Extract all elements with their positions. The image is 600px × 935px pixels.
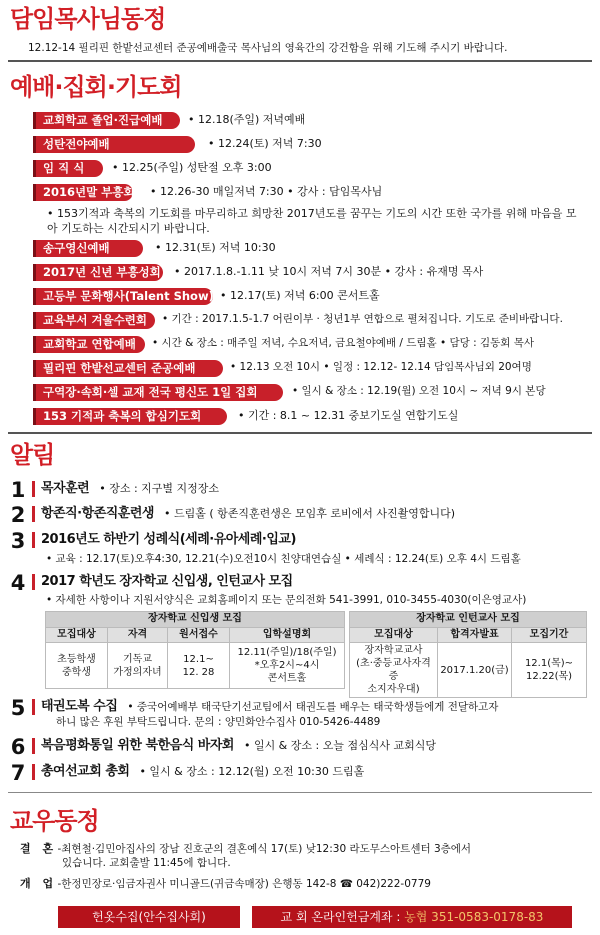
taekwondo-detail: 하니 많은 후원 부탁드립니다. 문의 : 양민화안수집사 010-5426-4489 <box>56 716 381 728</box>
event-detail: • 기간 : 2017.1.5-1.7 어린이부 · 청년1부 연합으로 펼쳐집니다. 기도로 준비바랍니다. <box>162 313 563 325</box>
event-label: 필리핀 한밭선교센터 준공예배 <box>33 360 223 377</box>
worship-section-title: 예배·집회·기도회 <box>10 73 182 101</box>
table-caption: 장자학교 신입생 모집 <box>46 612 345 628</box>
notice-title <box>32 699 498 715</box>
notice-title <box>32 574 293 590</box>
event-label: 교회학교 졸업·진급예배 <box>33 112 180 129</box>
notice-title <box>32 764 364 780</box>
notice-title-text: 2017 학년도 장자학교 신입생, 인턴교사 모집 <box>41 574 293 589</box>
intern-table <box>349 611 587 698</box>
event-detail: • 12.31(토) 저녁 10:30 <box>155 241 276 254</box>
table-cell: 12.1~ 12. 28 <box>168 643 230 689</box>
divider <box>8 60 592 62</box>
notice-title-text: 목자훈련 <box>41 481 90 496</box>
opening-label: 개 업 <box>20 877 58 890</box>
notice-title-text: 항존직·항존직훈련생 <box>41 506 154 521</box>
notice-title <box>32 481 219 497</box>
notice-title <box>32 738 436 754</box>
wedding-text: -최현철·김민아집사의 장남 진호군의 결혼예식 17(토) 낮12:30 라도무스아트센터 3층에서 <box>57 843 472 855</box>
notice-number: 6 <box>10 735 26 759</box>
notice-detail: • 일시 & 장소 : 12.12(월) 오전 10:30 드림홀 <box>139 765 365 778</box>
table-header: 모집기간 <box>512 627 587 643</box>
event-detail: • 12.17(토) 저녁 6:00 콘서트홀 <box>220 289 380 302</box>
notice-detail: • 장소 : 지구별 지정장소 <box>99 482 220 495</box>
offering-account-number: 농협 351-0583-0178-83 <box>404 910 544 924</box>
notice-detail: • 일시 & 장소 : 오늘 점심식사 교회식당 <box>243 739 436 752</box>
event-label: 153 기적과 축복의 합심기도회 <box>33 408 227 425</box>
table-cell: 장자학교교사 (초·중등교사자격증 소지자우대) <box>350 643 438 698</box>
table-header: 자격 <box>108 627 168 643</box>
table-header: 입학설명회 <box>230 627 345 643</box>
table-header: 원서접수 <box>168 627 230 643</box>
notice-title-text: 총여선교회 총회 <box>41 764 130 779</box>
event-detail: • 12.26-30 매일저녁 7:30 • 강사 : 담임목사님 <box>150 185 383 198</box>
event-label: 구역장·속회·셀 교재 전국 평신도 1일 집회 <box>33 384 283 401</box>
event-detail: • 12.18(주일) 저녁예배 <box>188 113 306 126</box>
notice-number: 5 <box>10 696 26 720</box>
notice-detail: • 드림홀 ( 항존직훈련생은 모임후 로비에서 사진촬영합니다) <box>163 507 456 520</box>
notice-title-text: 태권도복 수집 <box>41 699 118 714</box>
freshman-table <box>45 611 345 689</box>
notice-title-text: 2016년도 하반기 성례식(세례·유아세례·입교) <box>41 532 296 547</box>
table-cell: 12.1(목)~ 12.22(목) <box>512 643 587 698</box>
offering-account-banner <box>252 906 572 928</box>
notice-detail: • 중국어예배부 태국단기선교팀에서 태권도를 배우는 태국학생들에게 전달하고자 <box>127 701 499 713</box>
divider <box>8 432 592 434</box>
event-detail: • 12.24(토) 저녁 7:30 <box>208 137 322 150</box>
school-detail: • 자세한 사항이나 지원서양식은 교회홈페이지 또는 문의전화 541-3991, 010-3455-4030(이은영교사) <box>46 594 527 606</box>
table-cell: 초등학생 중학생 <box>46 643 108 689</box>
event-label: 교회학교 연합예배 <box>33 336 145 353</box>
notice-number: 7 <box>10 761 26 785</box>
table-cell: 12.11(주일)/18(주일) *오후2시~4시 콘서트홀 <box>230 643 345 689</box>
event-detail: • 기간 : 8.1 ~ 12.31 중보기도실 연합기도실 <box>238 409 459 422</box>
notice-section-title: 알림 <box>10 441 55 469</box>
notice-title-text: 복음평화통일 위한 북한음식 바자회 <box>41 738 234 753</box>
clothes-collection-banner: 헌옷수집(안수집사회) <box>58 906 240 928</box>
notice-title <box>32 532 296 548</box>
members-section-title: 교우동정 <box>10 807 99 835</box>
event-label: 임 직 식 <box>33 160 103 177</box>
pastor-section-title: 담임목사님동정 <box>10 5 166 33</box>
table-cell: 2017.1.20(금) <box>438 643 512 698</box>
table-header: 모집대상 <box>46 627 108 643</box>
event-label: 교육부서 겨울수련회 <box>33 312 155 329</box>
notice-number: 1 <box>10 478 26 502</box>
notice-number: 2 <box>10 503 26 527</box>
revival-note: • 153기적과 축복의 기도회를 마무리하고 희망찬 2017년도를 꿈꾸는 기도의 시간 또한 국가를 위해 마음을 모아 기도하는 시간되시기 바랍니다. <box>47 207 577 235</box>
event-detail: • 시간 & 장소 : 매주일 저녁, 수요저녁, 금요철야예배 / 드림홀 • 담당 : 김동회 목사 <box>152 337 535 349</box>
event-label: 2016년말 부흥회 <box>33 184 133 201</box>
notice-number: 3 <box>10 529 26 553</box>
notice-number: 4 <box>10 571 26 595</box>
table-cell: 기독교 가정의자녀 <box>108 643 168 689</box>
opening-text: -한정민장로·임금자권사 미니골드(귀금속매장) 은행동 142-8 ☎ 042)222-0779 <box>57 878 431 890</box>
event-label: 고등부 문화행사(Talent Show) <box>33 288 213 305</box>
wedding-row <box>20 842 600 856</box>
opening-row <box>20 877 600 891</box>
event-detail: • 일시 & 장소 : 12.19(월) 오전 10시 ~ 저녁 9시 본당 <box>292 385 546 397</box>
wedding-label: 결 혼 <box>20 842 58 855</box>
event-detail: • 12.25(주일) 성탄절 오후 3:00 <box>112 161 272 174</box>
offering-account-label: 교 회 온라인헌금계좌 : <box>280 910 405 924</box>
pastor-text: 12.12-14 필리핀 한밭선교센터 준공예배출국 목사님의 영육간의 강건함을 위해 기도해 주시기 바랍니다. <box>28 42 508 54</box>
event-label: 성탄전야예배 <box>33 136 195 153</box>
event-label: 2017년 신년 부흥성회 <box>33 264 163 281</box>
table-header: 합격자발표 <box>438 627 512 643</box>
event-detail: • 12.13 오전 10시 • 일정 : 12.12- 12.14 담임목사님외 20여명 <box>230 361 532 373</box>
table-caption: 장자학교 인턴교사 모집 <box>350 612 587 628</box>
sacrament-detail: • 교육 : 12.17(토)오후4:30, 12.21(수)오전10시 친양대연습실 • 세례식 : 12.24(토) 오후 4시 드림홀 <box>46 553 521 565</box>
event-label: 송구영신예배 <box>33 240 143 257</box>
table-header: 모집대상 <box>350 627 438 643</box>
wedding-text-2: 있습니다. 교회출발 11:45에 합니다. <box>62 857 231 869</box>
event-detail: • 2017.1.8.-1.11 낮 10시 저녁 7시 30분 • 강사 : 유재명 목사 <box>174 265 484 278</box>
notice-title <box>32 506 455 522</box>
divider <box>8 792 592 793</box>
